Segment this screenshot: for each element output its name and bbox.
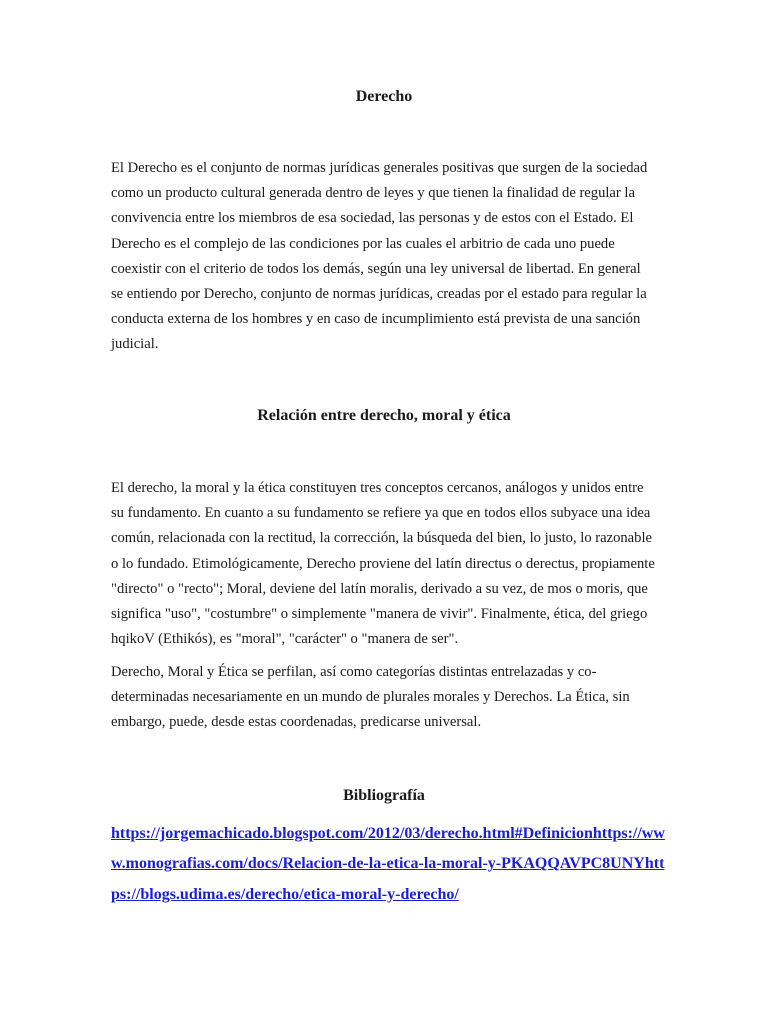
intro-paragraph: El Derecho es el conjunto de normas jurídicas generales positivas que surgen de la sociedad como un producto cultural generada dentro de leyes y que tienen la finalidad de regular la convivencia entre los miembros de esa sociedad, las personas y de estos con el Estado. El Derecho es el complejo de las condiciones por las cuales el arbitrio de cada uno puede coexistir con el criterio de todos los demás, según una ley universal de libertad. En general se entiendo por Derecho, conjunto de normas jurídicas, creadas por el estado para regular la conducta externa de los hombres y en caso de incumplimiento está prevista de una sanción judicial. <box>111 160 648 353</box>
document-title: Derecho <box>355 88 413 105</box>
bibliography-link[interactable]: https://jorgemachicado.blogspot.com/2012/03/derecho.html#Definicionhttps://www.monografias.com/docs/Relacion-de-la-etica-la-moral-y-PKAQQAVPC8UNYhttps://blogs.udima.es/derecho/etica-moral-y-derecho/ <box>111 825 665 903</box>
bibliography-list <box>111 819 671 910</box>
bibliography-heading: Bibliografía <box>343 787 425 804</box>
section-heading: Relación entre derecho, moral y ética <box>257 407 511 424</box>
section-paragraph-1: El derecho, la moral y la ética constituyen tres conceptos cercanos, análogos y unidos entre su fundamento. En cuanto a su fundamento se refiere ya que en todos ellos subyace una idea común, relacionada con la rectitud, la corrección, la búsqueda del bien, lo justo, lo razonable o lo fundado. Etimológicamente, Derecho proviene del latín directus o derectus, propiamente "directo" o "recto"; Moral, deviene del latín moralis, derivado a su vez, de mos o moris, que significa "uso", "costumbre" o simplemente "manera de vivir". Finalmente, ética, del griego hqikoV (Ethikós), es "moral", "carácter" o "manera de ser". <box>111 480 655 648</box>
section-paragraph-2: Derecho, Moral y Ética se perfilan, así como categorías distintas entrelazadas y co-determinadas necesariamente en un mundo de plurales morales y Derechos. La Ética, sin embargo, puede, desde estas coordenadas, predicarse universal. <box>111 664 630 731</box>
